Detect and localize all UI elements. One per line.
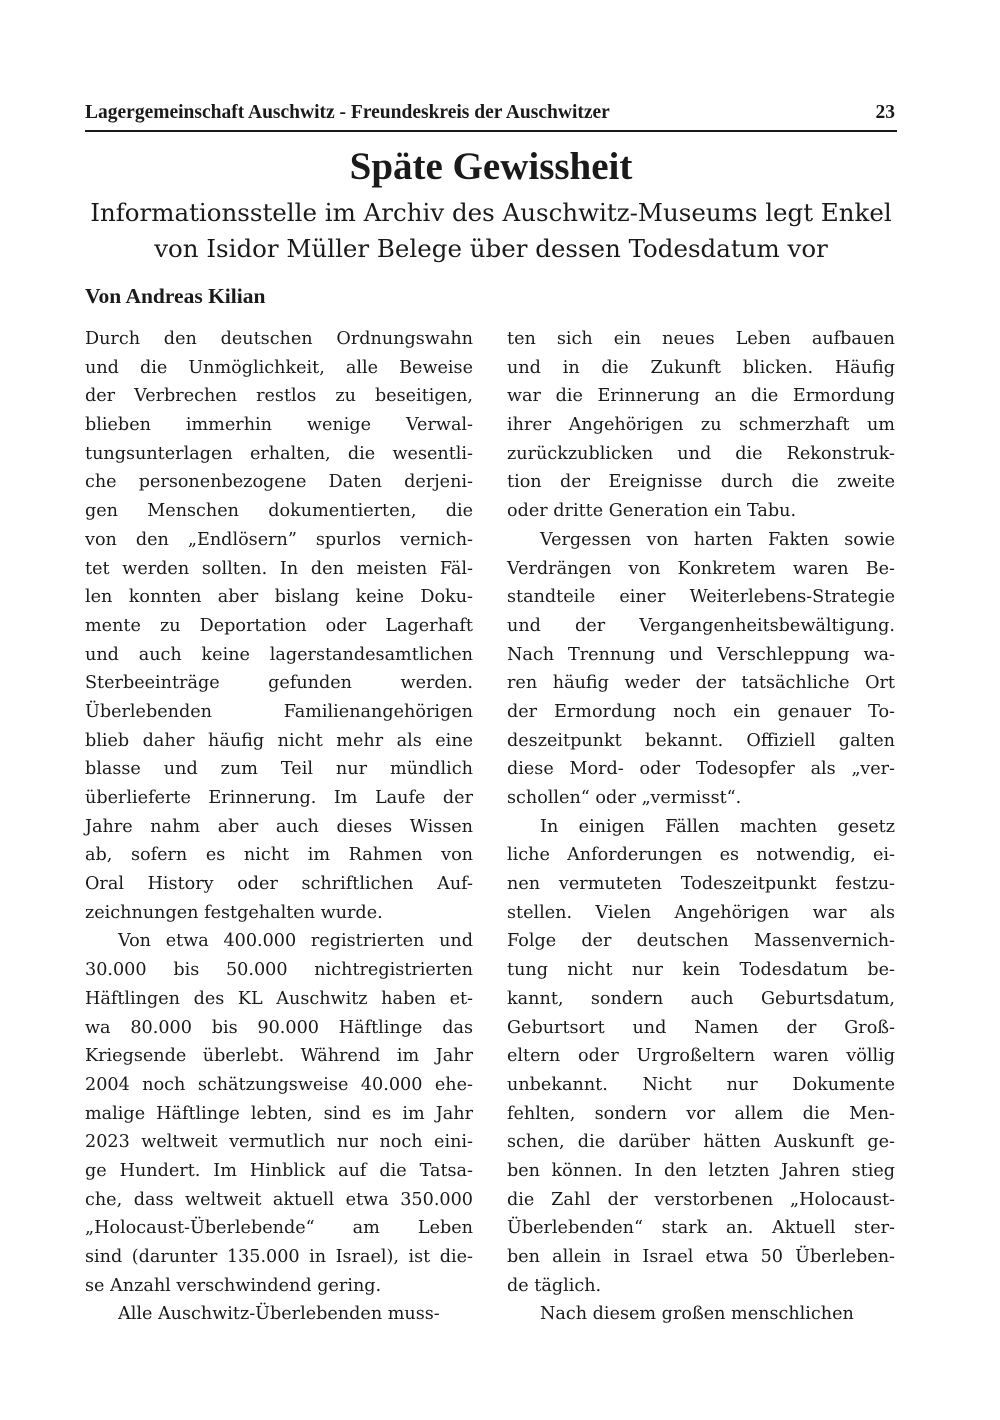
text-line: nen vermuteten Todeszeitpunkt festzu-	[507, 874, 895, 895]
running-header	[85, 100, 897, 132]
text-line: blieb daher häufig nicht mehr als eine	[85, 730, 473, 751]
text-line: 2004 noch schätzungsweise 40.000 ehe-	[85, 1074, 473, 1095]
text-line: ten sich ein neues Leben aufbauen	[507, 329, 895, 349]
text-line: sind (darunter 135.000 in Israel), ist die-	[85, 1247, 473, 1267]
article-subtitle	[85, 195, 897, 267]
text-line: „Holocaust-Überlebende“ am Leben	[85, 1218, 473, 1239]
text-line: und auch keine lagerstandesamtlichen	[85, 644, 473, 665]
text-line: oder dritte Generation ein Tabu.	[507, 501, 797, 522]
text-line: ren häufig weder der tatsächliche Ort	[507, 673, 895, 694]
text-line: blasse und zum Teil nur mündlich	[85, 759, 473, 780]
text-line: von den „Endlösern” spurlos vernich-	[85, 529, 473, 550]
article-byline: Von Andreas Kilian	[85, 284, 266, 308]
text-line: 30.000 bis 50.000 nichtregistrierten	[85, 960, 473, 981]
text-line: die Zahl der verstorbenen „Holocaust-	[507, 1189, 895, 1210]
text-line: überlieferte Erinnerung. Im Laufe der	[85, 788, 473, 808]
text-line: Überlebenden Familienangehörigen	[85, 701, 473, 722]
text-line: schollen“ oder „vermisst“.	[507, 788, 742, 808]
text-line: Oral History oder schriftlichen Auf-	[85, 874, 473, 895]
text-line: wa 80.000 bis 90.000 Häftlinge das	[85, 1017, 473, 1038]
text-line: der Verbrechen restlos zu beseitigen,	[85, 386, 473, 407]
text-line: war die Erinnerung an die Ermordung	[507, 386, 895, 407]
text-line: tet werden sollten. In den meisten Fäl-	[85, 558, 473, 579]
text-line: Nach diesem großen menschlichen	[540, 1304, 854, 1325]
text-line: Häftlingen des KL Auschwitz haben et-	[85, 988, 473, 1009]
running-title: Lagergemeinschaft Auschwitz - Freundeskreis der Auschwitzer	[85, 102, 610, 123]
text-line: stellen. Vielen Angehörigen war als	[507, 902, 895, 923]
text-line: Nach Trennung und Verschleppung wa-	[507, 644, 895, 665]
text-line: ge Hundert. Im Hinblick auf die Tatsa-	[85, 1160, 473, 1181]
page-number: 23	[875, 102, 895, 123]
text-line: mente zu Deportation oder Lagerhaft	[85, 615, 473, 636]
subtitle-line: von Isidor Müller Belege über dessen Todesdatum vor	[154, 234, 828, 263]
text-line: Geburtsort und Namen der Groß-	[507, 1017, 895, 1038]
text-line: Sterbeeinträge gefunden werden.	[85, 673, 473, 694]
text-line: Alle Auschwitz-Überlebenden muss-	[118, 1304, 440, 1325]
text-line: unbekannt. Nicht nur Dokumente	[507, 1074, 895, 1095]
text-line: schen, die darüber hätten Auskunft ge-	[507, 1132, 895, 1153]
text-line: und der Vergangenheitsbewältigung.	[507, 615, 895, 636]
text-line: tion der Ereignisse durch die zweite	[507, 472, 895, 493]
text-line: se Anzahl verschwindend gering.	[85, 1275, 382, 1296]
text-line: Folge der deutschen Massenvernich-	[507, 931, 895, 952]
text-line: ihrer Angehörigen zu schmerzhaft um	[507, 415, 895, 436]
text-line: de täglich.	[507, 1275, 602, 1296]
text-column-right	[507, 325, 895, 1329]
text-line: liche Anforderungen es notwendig, ei-	[507, 845, 895, 866]
text-line: ab, sofern es nicht im Rahmen von	[85, 845, 473, 866]
text-line: gen Menschen dokumentierten, die	[85, 501, 473, 522]
text-line: Jahre nahm aber auch dieses Wissen	[85, 816, 473, 837]
text-line: In einigen Fällen machten gesetz	[540, 816, 895, 837]
text-column-left	[85, 325, 473, 1329]
text-line: kannt, sondern auch Geburtsdatum,	[507, 988, 895, 1009]
text-line: tung nicht nur kein Todesdatum be-	[507, 960, 895, 981]
text-line: eltern oder Urgroßeltern waren völlig	[507, 1046, 895, 1067]
text-line: zeichnungen festgehalten wurde.	[85, 902, 383, 923]
text-line: Verdrängen von Konkretem waren Be-	[507, 558, 895, 579]
text-line: Durch den deutschen Ordnungswahn	[85, 329, 473, 349]
text-line: Kriegsende überlebt. Während im Jahr	[85, 1046, 473, 1067]
text-line: und in die Zukunft blicken. Häufig	[507, 357, 895, 378]
text-line: und die Unmöglichkeit, alle Beweise	[85, 357, 473, 378]
text-line: blieben immerhin wenige Verwal-	[85, 415, 473, 436]
text-line: deszeitpunkt bekannt. Offiziell galten	[507, 730, 895, 751]
text-line: Vergessen von harten Fakten sowie	[540, 529, 895, 550]
text-line: ben können. In den letzten Jahren stieg	[507, 1160, 895, 1181]
subtitle-line: Informationsstelle im Archiv des Auschwitz-Museums legt Enkel	[90, 198, 892, 227]
article-title: Späte Gewissheit	[349, 145, 633, 188]
text-line: Überlebenden“ stark an. Aktuell ster-	[507, 1218, 895, 1239]
text-line: len konnten aber bislang keine Doku-	[85, 587, 473, 608]
text-line: standteile einer Weiterlebens-Strategie	[507, 587, 895, 608]
text-line: ben allein in Israel etwa 50 Überleben-	[507, 1247, 895, 1267]
text-line: che personenbezogene Daten derjeni-	[85, 472, 473, 493]
text-line: der Ermordung noch ein genauer To-	[507, 701, 895, 722]
text-line: malige Häftlinge lebten, sind es im Jahr	[85, 1103, 473, 1124]
text-line: 2023 weltweit vermutlich nur noch eini-	[85, 1132, 473, 1153]
text-line: fehlten, sondern vor allem die Men-	[507, 1103, 895, 1124]
text-line: tungsunterlagen erhalten, die wesentli-	[85, 443, 473, 464]
text-line: Von etwa 400.000 registrierten und	[118, 931, 473, 952]
text-line: zurückzublicken und die Rekonstruk-	[507, 443, 895, 464]
text-line: diese Mord- oder Todesopfer als „ver-	[507, 759, 895, 780]
text-line: che, dass weltweit aktuell etwa 350.000	[85, 1189, 473, 1210]
